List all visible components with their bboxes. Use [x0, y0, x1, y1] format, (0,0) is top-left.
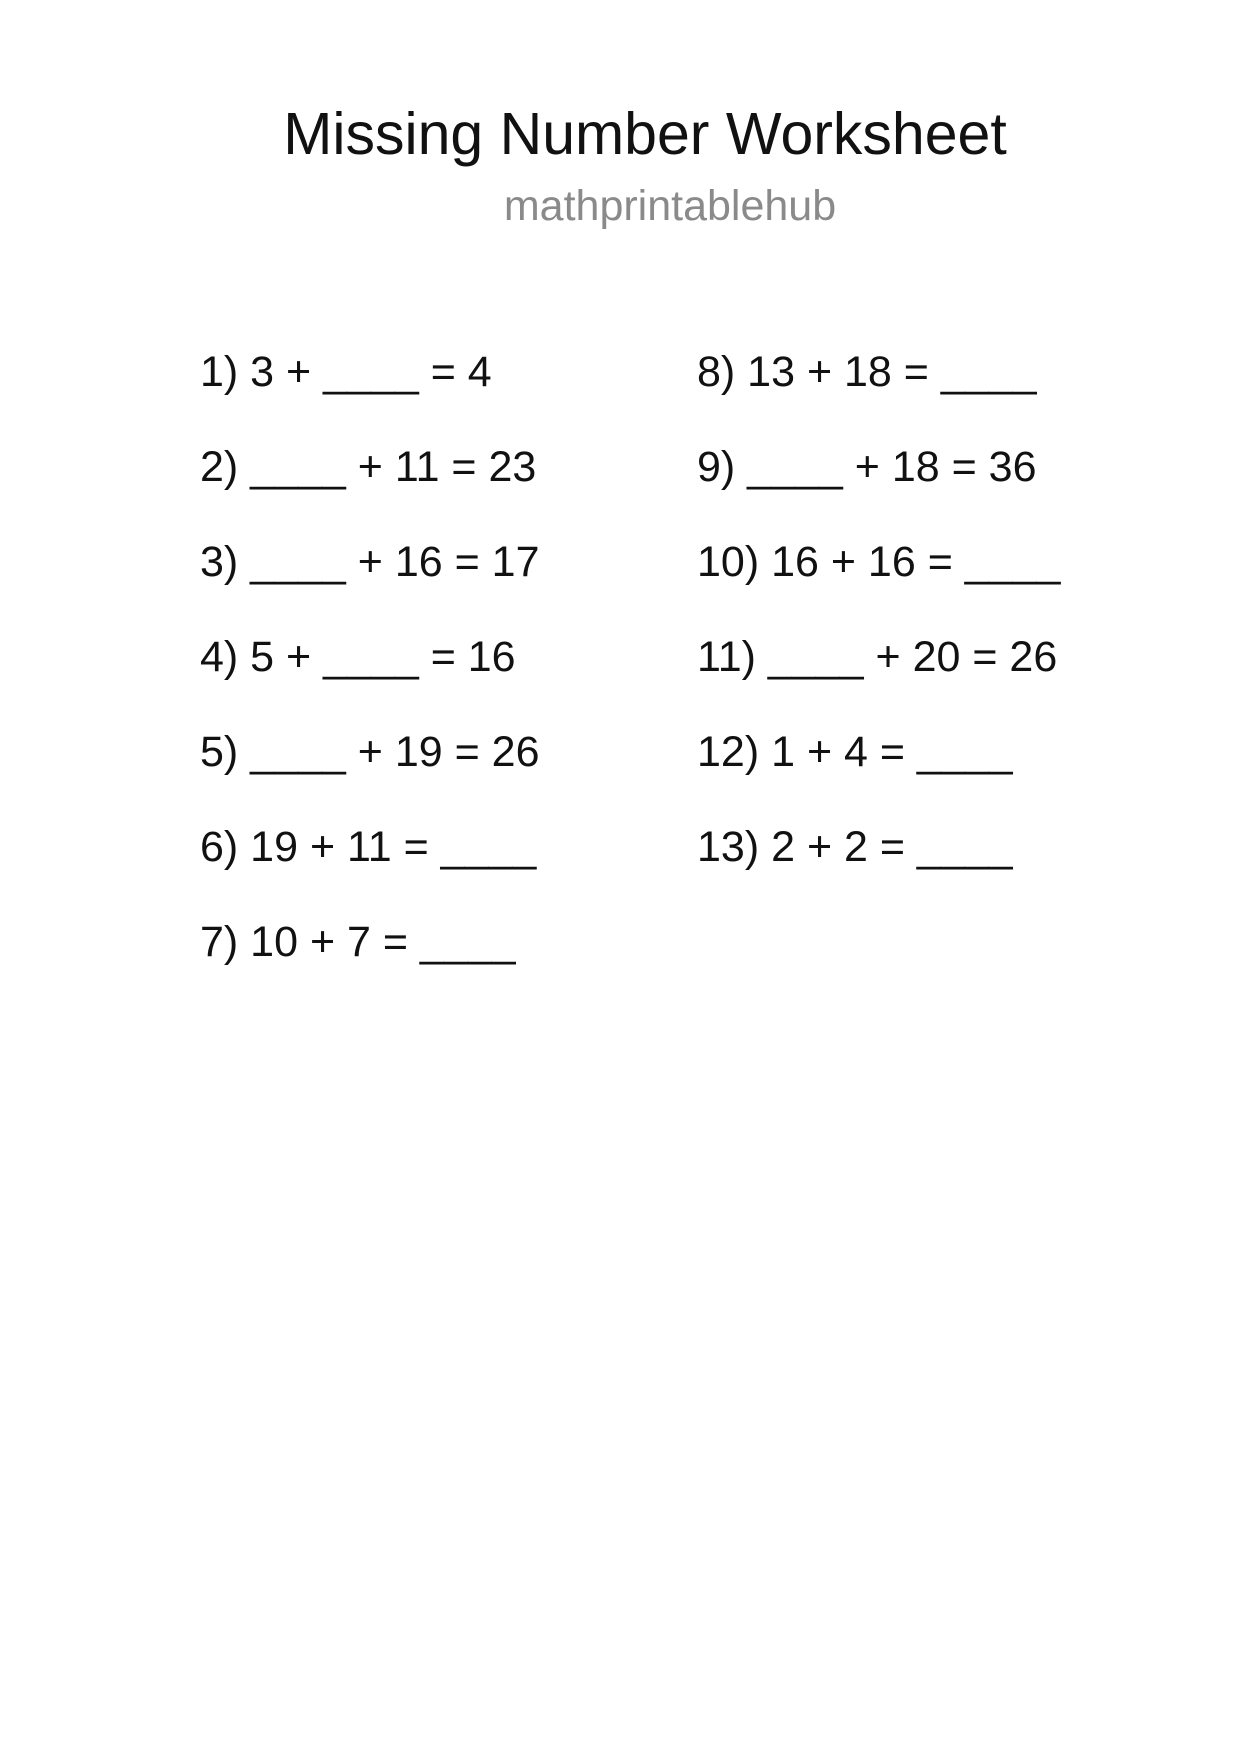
problem-6: 6) 19 + 11 = ____: [200, 823, 537, 871]
problem-3: 3) ____ + 16 = 17: [200, 538, 540, 586]
problem-4: 4) 5 + ____ = 16: [200, 633, 516, 681]
worksheet-subtitle: mathprintablehub: [503, 182, 837, 230]
problem-12: 12) 1 + 4 = ____: [697, 728, 1013, 776]
problem-2: 2) ____ + 11 = 23: [200, 443, 537, 491]
problem-1: 1) 3 + ____ = 4: [200, 348, 492, 396]
problem-13: 13) 2 + 2 = ____: [697, 823, 1013, 871]
problem-9: 9) ____ + 18 = 36: [697, 443, 1037, 491]
problem-5: 5) ____ + 19 = 26: [200, 728, 540, 776]
problem-column-left: [200, 346, 540, 1011]
worksheet-title: Missing Number Worksheet: [283, 101, 1007, 167]
problem-10: 10) 16 + 16 = ____: [697, 538, 1061, 586]
problem-11: 11) ____ + 20 = 26: [697, 633, 1058, 681]
problem-8: 8) 13 + 18 = ____: [697, 348, 1037, 396]
problem-column-right: [697, 346, 1060, 916]
problem-7: 7) 10 + 7 = ____: [200, 918, 516, 966]
